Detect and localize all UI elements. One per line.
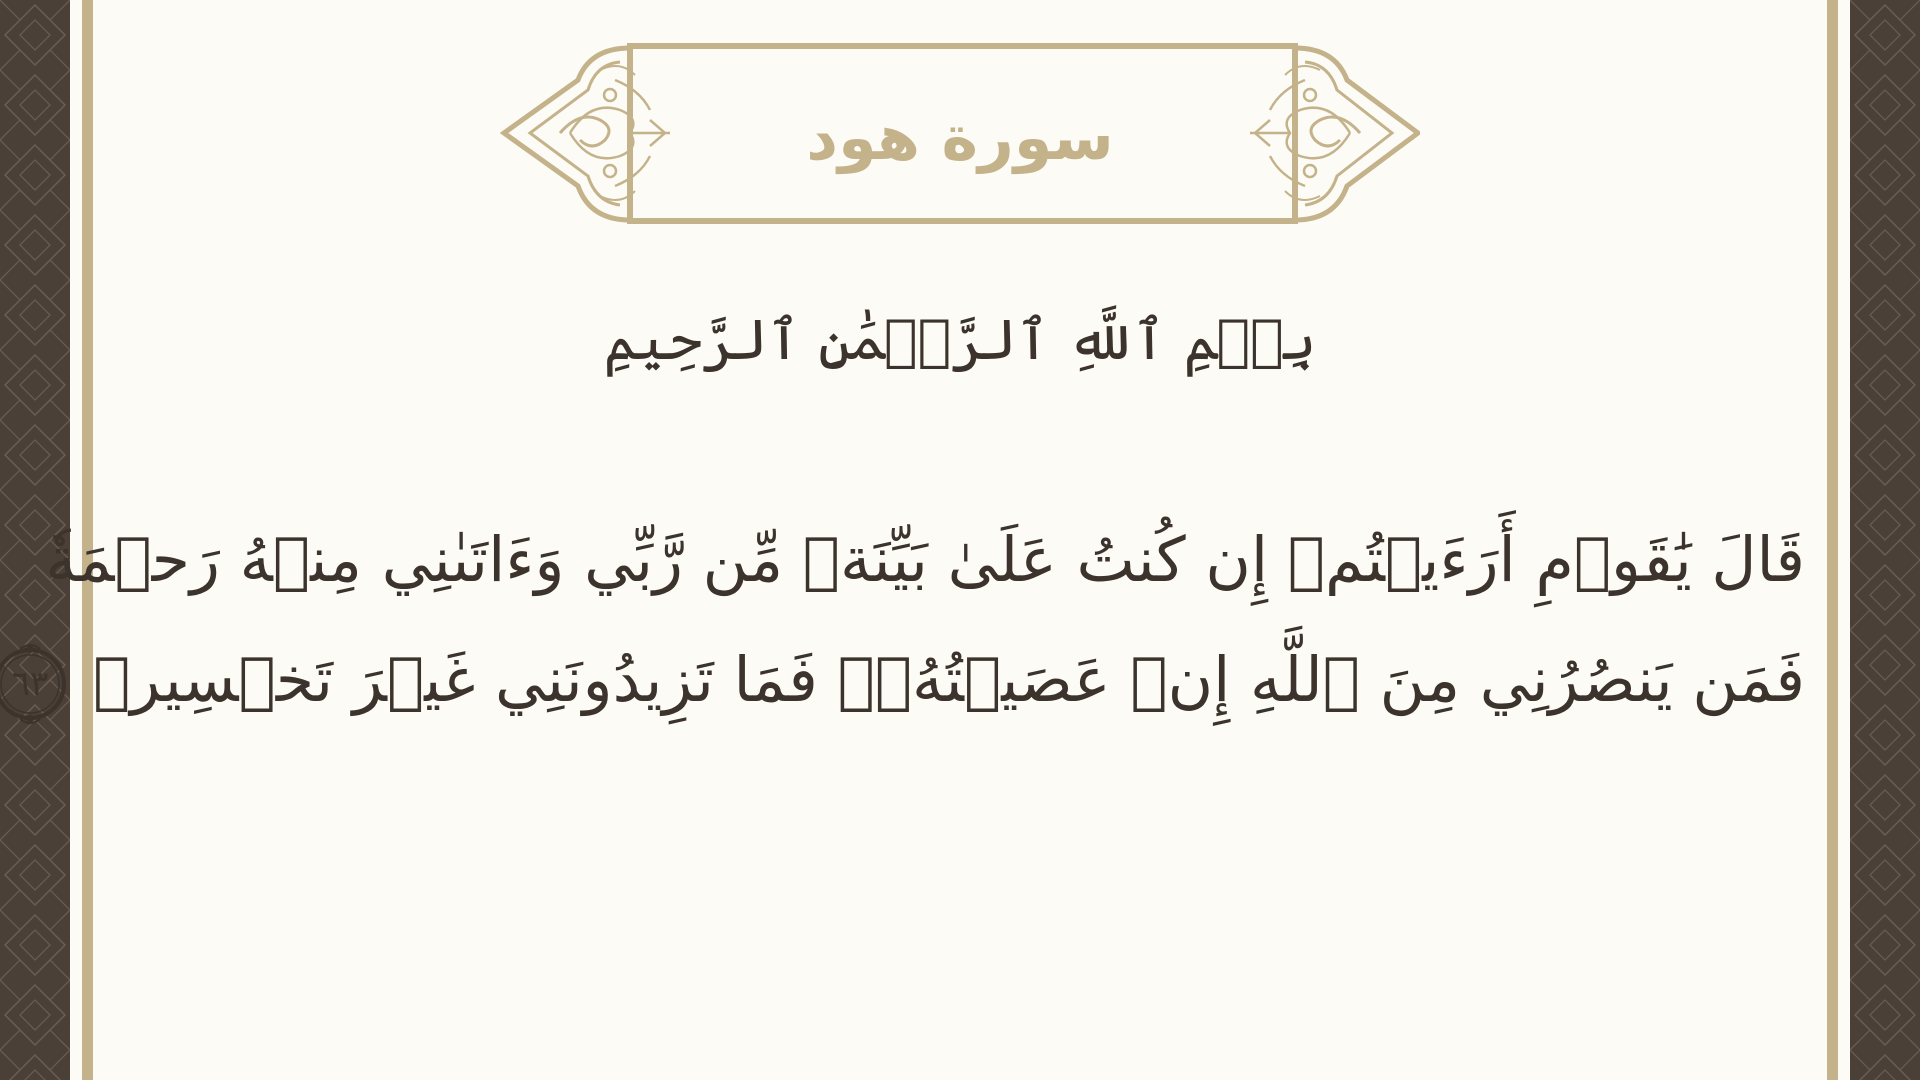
verse-block (11, 500, 1805, 740)
ayah-number: ٦٣ (11, 663, 49, 704)
verse-line-2-text: فَمَن يَنصُرُنِي مِنَ ٱللَّهِ إِنۡ عَصَيۡتُهُۥۖ فَمَا تَزِيدُونَنِي غَيۡرَ تَخۡسِيرٖ (93, 643, 1805, 716)
ayah-number-marker (0, 641, 73, 727)
basmala: بِسۡمِ ٱللَّهِ ٱلرَّحۡمَٰنِ ٱلرَّحِيمِ (603, 307, 1317, 373)
surah-title: سورة هود (806, 100, 1114, 174)
verse-line-1: قَالَ يَٰقَوۡمِ أَرَءَيۡتُمۡ إِن كُنتُ عَلَىٰ بَيِّنَةٖ مِّن رَّبِّي وَءَاتَىٰنِي مِنۡهُ رَحۡمَةٗ (45, 523, 1805, 596)
right-ornament-border (1850, 0, 1920, 1080)
surah-header-frame (500, 40, 1420, 230)
right-gold-rule (1827, 0, 1838, 1080)
verse-line-2 (11, 620, 1805, 740)
